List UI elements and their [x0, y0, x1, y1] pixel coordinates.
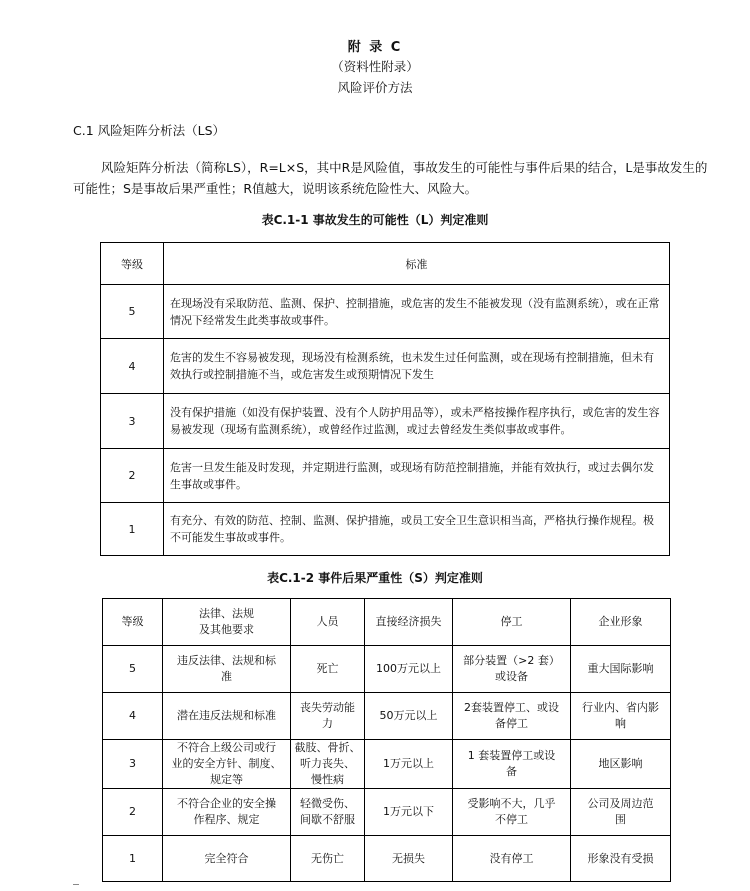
header-cell: 等级 [101, 243, 164, 285]
level-cell: 5 [103, 646, 163, 693]
level-cell: 1 [103, 836, 163, 882]
severity-table [102, 598, 671, 882]
level-cell: 2 [101, 449, 164, 503]
table-cell: 不符合企业的安全操 作程序、规定 [163, 789, 291, 836]
table-row [103, 646, 671, 693]
section-paragraph: 风险矩阵分析法（简称LS），R=L×S，其中R是风险值，事故发生的可能性与事件后果的结合，L是事故发生的可能性；S是事故后果严重性；R值越大，说明该系统危险性大、风险大。 [73, 160, 708, 196]
table-cell: 不符合上级公司或行 业的安全方针、制度、 规定等 [163, 740, 291, 789]
criterion-cell: 有充分、有效的防范、控制、监测、保护措施，或员工安全卫生意识相当高，严格执行操作规程。极不可能发生事故或事件。 [164, 503, 670, 556]
table-row [101, 394, 670, 449]
table-row [103, 740, 671, 789]
table-cell: 没有停工 [453, 836, 571, 882]
criterion-cell: 没有保护措施（如没有保护装置、没有个人防护用品等），或未严格按操作程序执行，或危害的发生容易被发现（现场有监测系统），或曾经作过监测，或过去曾经发生类似事故或事件。 [164, 394, 670, 449]
section-heading: C.1 风险矩阵分析法（LS） [73, 123, 226, 138]
table-header-row [101, 243, 670, 285]
table-cell: 100万元以上 [365, 646, 453, 693]
table1-caption: 表C.1-1 事故发生的可能性（L）判定准则 [261, 213, 489, 227]
criterion-cell: 在现场没有采取防范、监测、保护、控制措施，或危害的发生不能被发现（没有监测系统），或在正常情况下经常发生此类事故或事件。 [164, 285, 670, 339]
table-cell: 形象没有受损 [571, 836, 671, 882]
table-cell: 部分装置（>2 套） 或设备 [453, 646, 571, 693]
appendix-name: 风险评价方法 [337, 80, 413, 95]
table-cell: 轻微受伤、 间歇不舒服 [291, 789, 365, 836]
table-cell: 截肢、骨折、 听力丧失、 慢性病 [291, 740, 365, 789]
table-cell: 公司及周边范 围 [571, 789, 671, 836]
appendix-title: 附 录 C [347, 40, 403, 55]
header-cell: 停工 [453, 599, 571, 646]
table2-caption: 表C.1-2 事件后果严重性（S）判定准则 [267, 571, 483, 585]
table-cell: 1万元以上 [365, 740, 453, 789]
appendix-subtitle: （资料性附录） [331, 59, 419, 74]
level-cell: 4 [101, 339, 164, 394]
table-row [101, 503, 670, 556]
level-cell: 3 [101, 394, 164, 449]
table-cell: 1 套装置停工或设 备 [453, 740, 571, 789]
table-cell: 无伤亡 [291, 836, 365, 882]
table-cell: 死亡 [291, 646, 365, 693]
level-cell: 1 [101, 503, 164, 556]
level-cell: 2 [103, 789, 163, 836]
table-cell: 潜在违反法规和标准 [163, 693, 291, 740]
table-cell: 违反法律、法规和标 准 [163, 646, 291, 693]
table-cell: 50万元以上 [365, 693, 453, 740]
table-cell: 行业内、省内影 响 [571, 693, 671, 740]
table-cell: 重大国际影响 [571, 646, 671, 693]
table-row [101, 339, 670, 394]
table-cell: 无损失 [365, 836, 453, 882]
table-row [103, 836, 671, 882]
table-cell: 受影响不大，几乎 不停工 [453, 789, 571, 836]
table-cell: 完全符合 [163, 836, 291, 882]
header-cell: 法律、法规 及其他要求 [163, 599, 291, 646]
header-cell: 等级 [103, 599, 163, 646]
table-row [103, 693, 671, 740]
criterion-cell: 危害的发生不容易被发现，现场没有检测系统，也未发生过任何监测，或在现场有控制措施，但未有效执行或控制措施不当，或危害发生或预期情况下发生 [164, 339, 670, 394]
header-cell: 标准 [164, 243, 670, 285]
table-cell: 丧失劳动能 力 [291, 693, 365, 740]
likelihood-table [100, 242, 670, 556]
criterion-cell: 危害一旦发生能及时发现，并定期进行监测，或现场有防范控制措施，并能有效执行，或过去偶尔发生事故或事件。 [164, 449, 670, 503]
table-row [103, 789, 671, 836]
header-cell: 直接经济损失 [365, 599, 453, 646]
table-cell: 1万元以下 [365, 789, 453, 836]
table-cell: 2套装置停工、或设 备停工 [453, 693, 571, 740]
table-cell: 地区影响 [571, 740, 671, 789]
level-cell: 4 [103, 693, 163, 740]
table-row [101, 285, 670, 339]
table-header-row [103, 599, 671, 646]
level-cell: 3 [103, 740, 163, 789]
header-cell: 企业形象 [571, 599, 671, 646]
level-cell: 5 [101, 285, 164, 339]
header-cell: 人员 [291, 599, 365, 646]
table-row [101, 449, 670, 503]
